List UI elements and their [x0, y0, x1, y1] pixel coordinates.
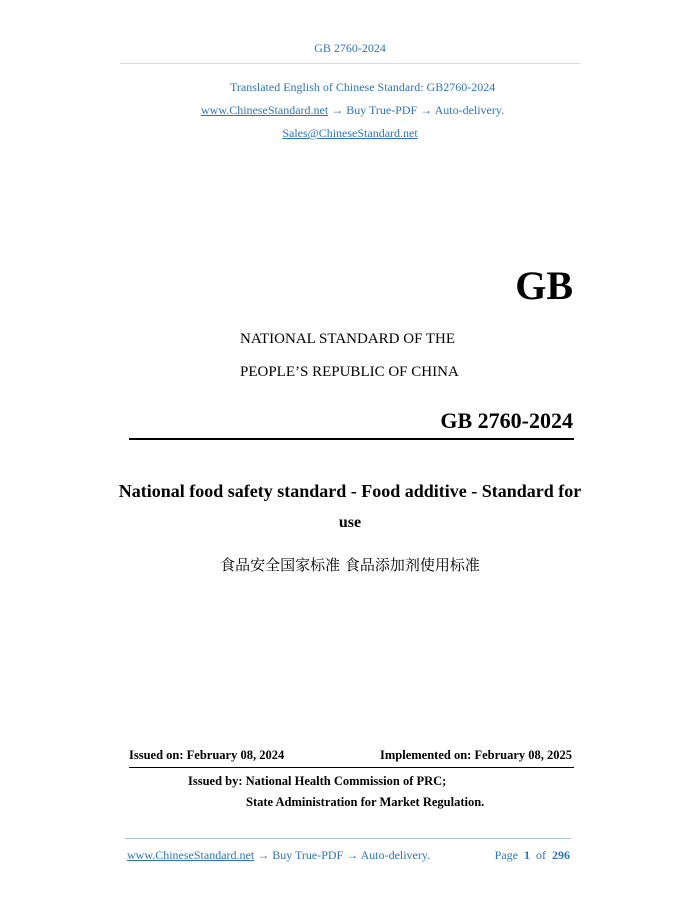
page-number: 1 — [524, 848, 530, 862]
page-total: 296 — [552, 848, 570, 862]
page-indicator — [495, 848, 570, 863]
gb-mark: GB — [515, 263, 573, 308]
document-title-line2: use — [338, 514, 362, 531]
footer-buy-text: → Buy True-PDF → Auto-delivery. — [257, 848, 431, 862]
running-header: GB 2760-2024 — [314, 41, 386, 55]
document-title-line1: National food safety standard - Food additive - Standard for — [118, 481, 582, 501]
title-rule — [129, 438, 574, 440]
issued-by-line1: Issued by: National Health Commission of PRC; — [188, 774, 447, 788]
footer-promo — [127, 848, 430, 863]
promo-line — [201, 103, 504, 118]
national-standard-line1: NATIONAL STANDARD OF THE — [240, 331, 456, 347]
issued-on: Issued on: February 08, 2024 — [129, 748, 285, 762]
dates-rule — [129, 767, 574, 768]
email-link[interactable]: Sales@ChineseStandard.net — [282, 126, 418, 140]
issued-by-line2: State Administration for Market Regulation. — [246, 795, 485, 809]
chinese-title: 食品安全国家标准 食品添加剂使用标准 — [220, 556, 480, 574]
page-label: Page — [494, 848, 518, 862]
email-line — [0, 126, 700, 141]
header-divider — [120, 63, 580, 64]
site-link[interactable]: www.ChineseStandard.net — [201, 103, 329, 117]
buy-text: → Buy True-PDF → Auto-delivery. — [331, 103, 505, 117]
footer-site-link[interactable]: www.ChineseStandard.net — [127, 848, 255, 862]
standard-number: GB 2760-2024 — [440, 408, 573, 433]
implemented-on: Implemented on: February 08, 2025 — [380, 748, 572, 762]
of-label: of — [536, 848, 546, 862]
translated-note: Translated English of Chinese Standard: GB2760-2024 — [230, 80, 496, 94]
footer-divider — [125, 838, 571, 839]
national-standard-line2: PEOPLE’S REPUBLIC OF CHINA — [240, 364, 459, 380]
